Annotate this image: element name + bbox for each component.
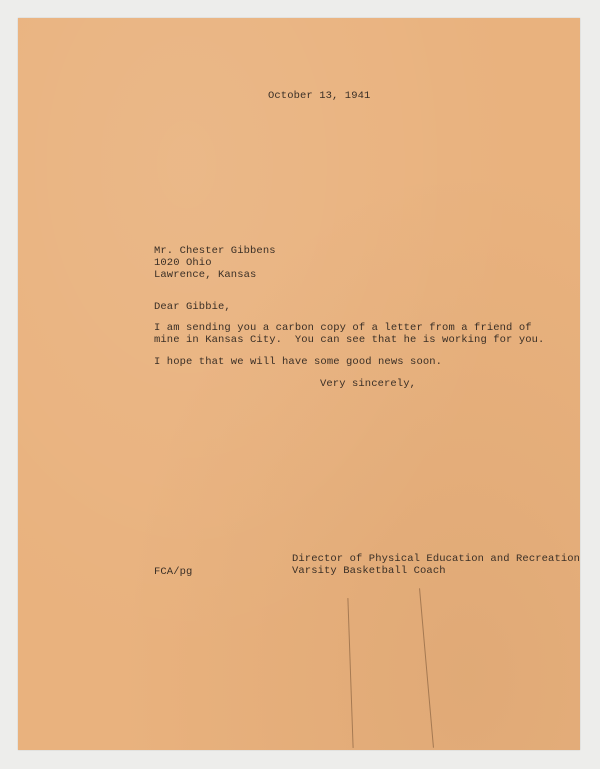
paper-crease — [347, 598, 353, 748]
body-line-2: mine in Kansas City. You can see that he is working for you. — [154, 334, 545, 346]
signature-title-1: Director of Physical Education and Recreation — [292, 553, 581, 565]
letter-page — [18, 18, 580, 750]
signature-title-2: Varsity Basketball Coach — [292, 565, 446, 577]
letter-date: October 13, 1941 — [268, 90, 371, 102]
body-line-3: I hope that we will have some good news soon. — [154, 356, 443, 368]
recipient-name: Mr. Chester Gibbens — [154, 245, 276, 257]
closing: Very sincerely, — [320, 378, 417, 390]
initials: FCA/pg — [154, 566, 193, 578]
paper-crease — [419, 588, 434, 747]
salutation: Dear Gibbie, — [154, 301, 231, 313]
body-line-1: I am sending you a carbon copy of a letter from a friend of — [154, 322, 532, 334]
recipient-city: Lawrence, Kansas — [154, 269, 257, 281]
recipient-street: 1020 Ohio — [154, 257, 212, 269]
